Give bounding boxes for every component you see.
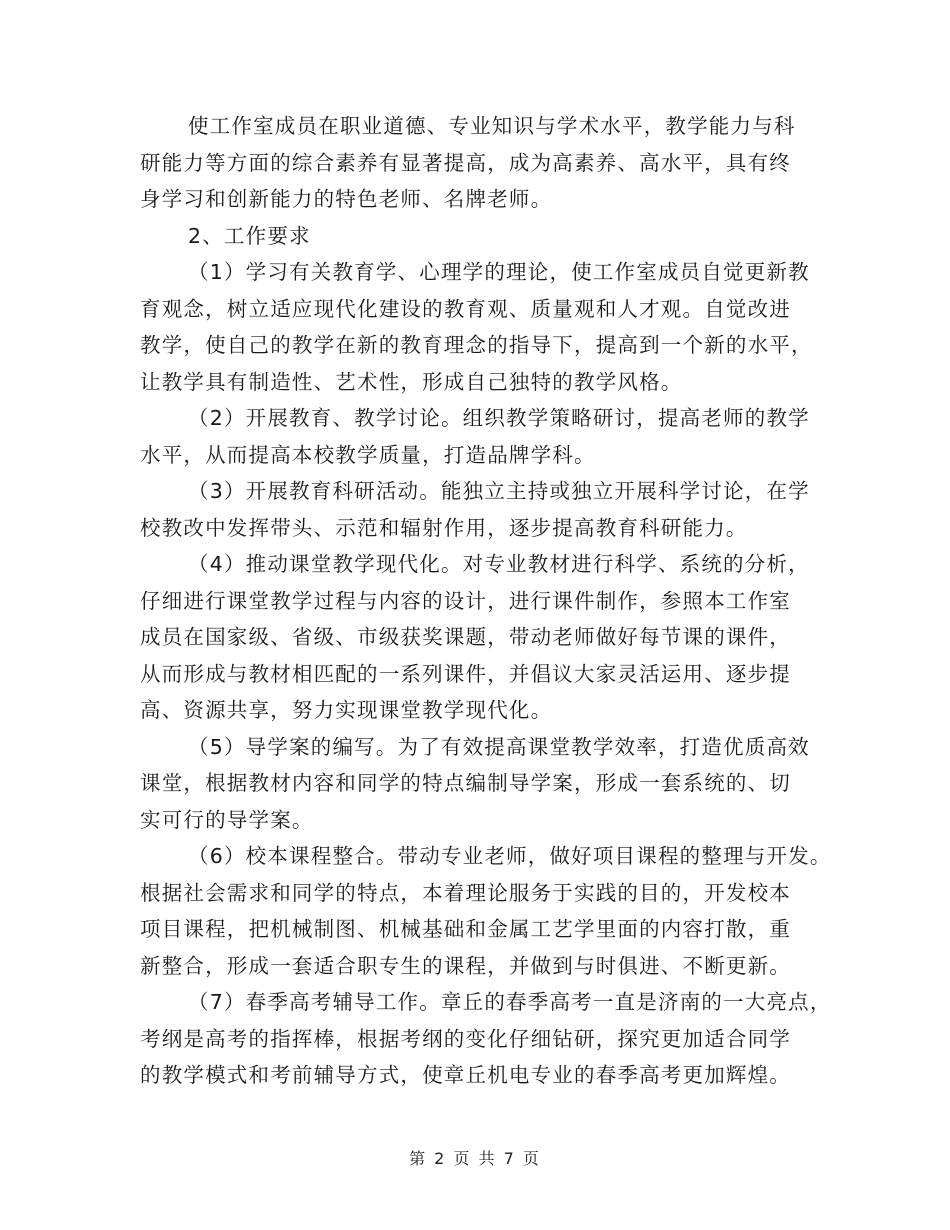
text-line: 的教学模式和考前辅导方式，使章丘机电专业的春季高考更加辉煌。 — [140, 1063, 791, 1087]
text-line: （5）导学案的编写。为了有效提高课堂教学效率，打造优质高效 — [188, 734, 810, 759]
text-line: 高、资源共享，努力实现课堂教学现代化。 — [140, 698, 553, 722]
text-line: 实可行的导学案。 — [140, 807, 314, 832]
text-line: （7）春季高考辅导工作。章丘的春季高考一直是济南的一大亮点， — [188, 990, 832, 1014]
text-line: 研能力等方面的综合素养有显著提高，成为高素养、高水平，具有终 — [140, 150, 791, 175]
text-line: （4）推动课堂教学现代化。对专业教材进行科学、系统的分析， — [188, 552, 810, 576]
text-line: （2）开展教育、教学讨论。组织教学策略研讨，提高老师的教学 — [188, 406, 810, 430]
text-line: 仔细进行课堂教学过程与内容的设计，进行课件制作，参照本工作室 — [140, 588, 791, 613]
text-line: 项目课程，把机械制图、机械基础和金属工艺学里面的内容打散，重 — [140, 917, 791, 941]
text-line: 教学，使自己的教学在新的教育理念的指导下，提高到一个新的水平， — [140, 333, 813, 357]
text-line: （3）开展教育科研活动。能独立主持或独立开展科学讨论，在学 — [188, 479, 810, 503]
page-number: 第 2 页 共 7 页 — [409, 1149, 541, 1168]
document-body — [140, 108, 830, 1094]
text-line: 校教改中发挥带头、示范和辐射作用，逐步提高教育科研能力。 — [140, 515, 748, 540]
text-line: 考纲是高考的指挥棒，根据考纲的变化仔细钻研，探究更加适合同学 — [140, 1026, 791, 1051]
text-line: 水平，从而提高本校教学质量，打造品牌学科。 — [140, 442, 596, 467]
text-line: 身学习和创新能力的特色老师、名牌老师。 — [140, 187, 553, 211]
text-line: （6）校本课程整合。带动专业老师，做好项目课程的整理与开发。 — [188, 844, 832, 868]
text-line: 育观念，树立适应现代化建设的教育观、质量观和人才观。自觉改进 — [140, 296, 791, 321]
text-line: 课堂，根据教材内容和同学的特点编制导学案，形成一套系统的、切 — [140, 771, 791, 795]
section-heading: 2、工作要求 — [188, 223, 311, 248]
text-line: 让教学具有制造性、艺术性，形成自己独特的教学风格。 — [140, 369, 683, 394]
text-line: 使工作室成员在职业道德、专业知识与学术水平，教学能力与科 — [188, 114, 796, 138]
text-line: 从而形成与教材相匹配的一系列课件，并倡议大家灵活运用、逐步提 — [140, 661, 791, 686]
text-line: 新整合，形成一套适合职专生的课程，并做到与时俱进、不断更新。 — [140, 953, 791, 978]
text-line: （1）学习有关教育学、心理学的理论，使工作室成员自觉更新教 — [188, 260, 810, 284]
text-line: 成员在国家级、省级、市级获奖课题，带动老师做好每节课的课件， — [140, 625, 791, 649]
text-line: 根据社会需求和同学的特点，本着理论服务于实践的目的，开发校本 — [140, 880, 791, 905]
